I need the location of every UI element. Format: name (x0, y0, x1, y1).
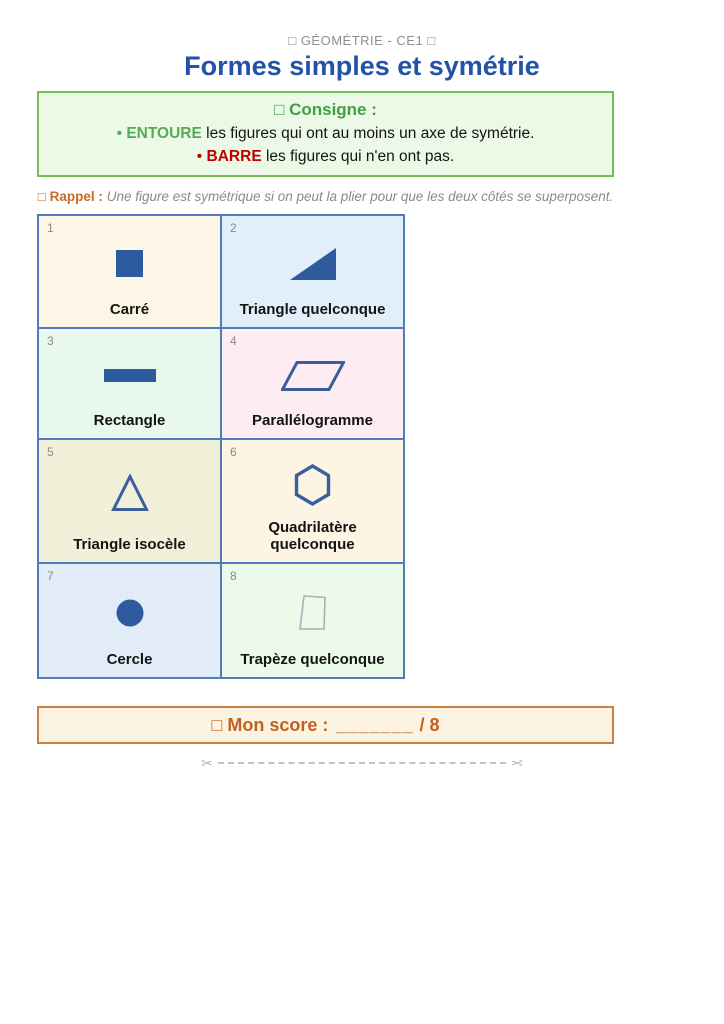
cell-label: Triangle isocèle (73, 536, 186, 553)
cell-label: Quadrilatère quelconque (268, 519, 357, 553)
cell-label: Parallélogramme (252, 412, 373, 429)
cut-line (0, 756, 724, 770)
bullet-icon: • (116, 125, 123, 142)
rappel-note (37, 189, 614, 204)
grid-cell-quadrilatere-quelconque (221, 439, 404, 563)
cell-number: 7 (47, 569, 54, 583)
cell-number: 2 (230, 221, 237, 235)
cell-number: 3 (47, 334, 54, 348)
square-filled-icon (116, 216, 143, 301)
right-triangle-filled-icon (290, 216, 336, 301)
keyword-barre: BARRE (206, 148, 262, 165)
cell-label: Trapèze quelconque (240, 651, 385, 668)
score-box (37, 706, 614, 744)
score-suffix: / 8 (419, 714, 440, 735)
score-blank-line: _______ (336, 714, 414, 735)
grid-cell-parallelogramme (221, 328, 404, 439)
circle-filled-icon (116, 564, 144, 651)
rappel-label: □ Rappel : (37, 189, 103, 204)
grid-cell-rectangle (38, 328, 221, 439)
rectangle-filled-icon (104, 329, 156, 412)
cell-number: 6 (230, 445, 237, 459)
score-label: □ Mon score : (211, 714, 329, 735)
shape-grid (37, 214, 405, 679)
consigne-title: □ Consigne : (274, 100, 377, 119)
grid-cell-triangle-quelconque (221, 215, 404, 328)
consigne-line-text: les figures qui ont au moins un axe de symétrie. (201, 125, 535, 142)
grid-cell-carre (38, 215, 221, 328)
dashed-cut-line (218, 762, 506, 764)
parallelogram-outline-icon (281, 329, 345, 412)
consigne-box (37, 91, 614, 177)
triangle-outline-icon (111, 440, 149, 536)
page-title: Formes simples et symétrie (184, 51, 540, 81)
content-column (37, 91, 614, 744)
grid-cell-cercle (38, 563, 221, 678)
trapezoid-outline-icon (299, 564, 326, 651)
keyword-entoure: ENTOURE (126, 125, 202, 142)
cell-label: Rectangle (93, 412, 166, 429)
scissors-icon: ✂ (201, 755, 213, 771)
hexagon-outline-icon (294, 440, 331, 519)
rappel-text: Une figure est symétrique si on peut la plier pour que les deux côtés se superposent. (102, 189, 614, 204)
cell-label: Triangle quelconque (239, 301, 386, 318)
cell-number: 4 (230, 334, 237, 348)
grid-cell-trapeze-quelconque (221, 563, 404, 678)
page-kicker: □ GÉOMÉTRIE - CE1 □ (288, 33, 436, 48)
bullet-icon: • (196, 148, 203, 165)
grid-cell-triangle-isocele (38, 439, 221, 563)
scissors-icon: ✂ (511, 755, 523, 771)
consigne-line-barre (49, 148, 602, 166)
consigne-line-text: les figures qui n'en ont pas. (261, 148, 455, 165)
cell-label: Cercle (106, 651, 153, 668)
consigne-line-entoure (49, 125, 602, 143)
cell-number: 5 (47, 445, 54, 459)
cell-label: Carré (109, 301, 150, 318)
cell-number: 8 (230, 569, 237, 583)
cell-number: 1 (47, 221, 54, 235)
